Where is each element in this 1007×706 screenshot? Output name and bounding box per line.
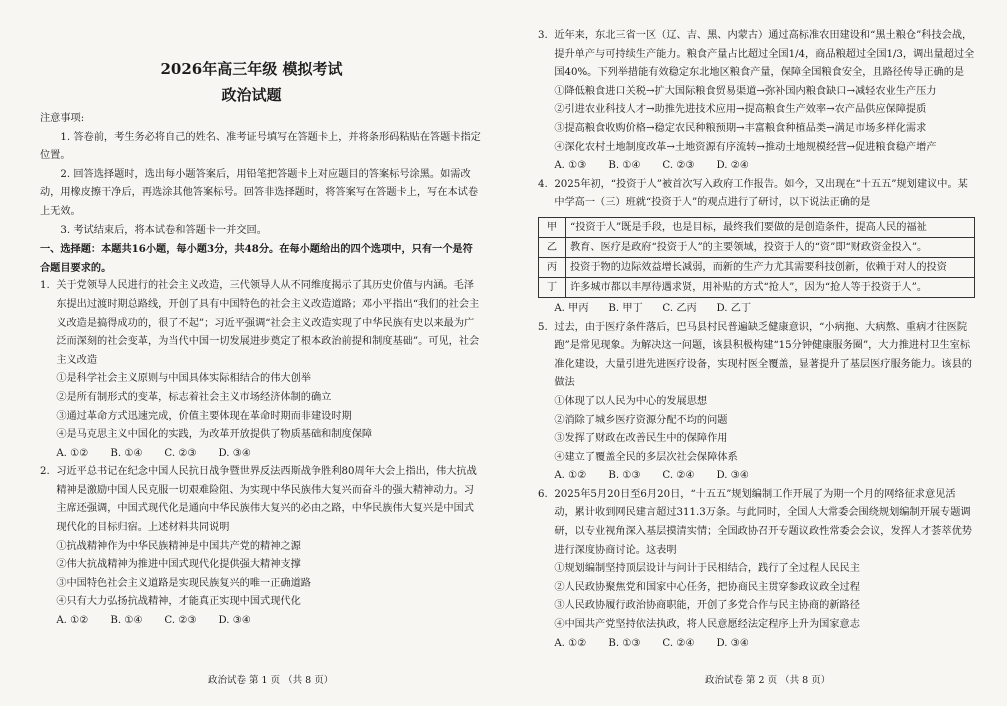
statement-item: ②伟大抗战精神为推进中国式现代化提供强大精神支撑 bbox=[56, 559, 301, 571]
question-6 bbox=[538, 486, 975, 653]
notice-heading: 注意事项: bbox=[40, 113, 85, 124]
answer-options bbox=[40, 612, 481, 631]
statement-item: ②引进农业科技人才→助推先进技术应用→提高粮食生产效率→农产品供应保障提质 bbox=[554, 104, 927, 116]
exam-title: 2026年高三年级 模拟考试 bbox=[160, 60, 343, 78]
statement-item: ②消除了城乡医疗资源分配不均的问题 bbox=[554, 414, 728, 426]
table-key: 乙 bbox=[539, 237, 566, 257]
notice-item: 2. 回答选择题时，选出每小题答案后，用铅笔把答题卡上对应题目的答案标号涂黑。如需改动，用橡皮擦干净后，再选涂其他答案标号。回答非选择题时，将答案写在答题卡上，写在本试卷上无效。 bbox=[40, 168, 479, 217]
table-row bbox=[539, 237, 975, 257]
page-1-content bbox=[40, 110, 481, 631]
question-number: 6. bbox=[538, 488, 548, 500]
statement-item: ②人民政协聚焦党和国家中心任务，把协商民主贯穿参政议政全过程 bbox=[554, 581, 860, 593]
question-number: 5. bbox=[538, 321, 548, 333]
page-2-content bbox=[538, 27, 975, 653]
question-2 bbox=[40, 463, 481, 630]
table-cell: 教育、医疗是政府“投资于人”的主要领域，投资于人的“资”即“财政资金投入”。 bbox=[566, 237, 975, 257]
option-c: C. ②③ bbox=[164, 615, 197, 627]
table-cell: 许多城市都以丰厚待遇求贤，用补贴的方式“抢人”，因为“抢人等于投资于人”。 bbox=[566, 277, 975, 297]
answer-options bbox=[40, 445, 481, 464]
option-b: B. ①④ bbox=[110, 447, 143, 459]
question-1 bbox=[40, 277, 481, 463]
option-d: D. 乙丁 bbox=[716, 302, 752, 314]
answer-options bbox=[538, 635, 975, 654]
page-2 bbox=[503, 0, 1007, 706]
question-stem: 过去，由于医疗条件落后，巴马县村民普遍缺乏健康意识，“小病拖、大病熬、重病才往医院跑”是常见现象。为解决这一问题，该县积极构建“15分钟健康服务圈”，大力推进村卫生室标准化建设，大量引进先进医疗设备，实现村医全覆盖，显著提升了基层医疗服务能力。该县的做法 bbox=[554, 321, 972, 389]
option-c: C. 乙丙 bbox=[662, 302, 697, 314]
statement-item: ②是所有制形式的变革，标志着社会主义市场经济体制的确立 bbox=[56, 391, 332, 403]
statement-item: ④只有大力弘扬抗战精神，才能真正实现中国式现代化 bbox=[56, 596, 301, 608]
question-stem: 习近平总书记在纪念中国人民抗日战争暨世界反法西斯战争胜利80周年大会上指出，伟大抗战精神是激励中国人民克服一切艰难险阻、为实现中华民族伟大复兴而奋斗的强大精神动力。习主席还强调，中国式现代化是通向中华民族伟大复兴的必由之路，中华民族伟大复兴是中国式现代化的目标归宿。上述材料共同说明 bbox=[56, 466, 477, 534]
question-stem: 近年来，东北三省一区（辽、吉、黑、内蒙古）通过高标准农田建设和“黑土粮仓”科技会战，提升单产与可持续生产能力。粮食产量占比超过全国1/4，商品粮超过全国1/3，调出量超过全国40%。下列举措能有效稳定东北地区粮食产量，保障全国粮食安全，且路径传导正确的是 bbox=[554, 30, 975, 79]
option-d: D. ③④ bbox=[716, 470, 749, 482]
subject-title: 政治试题 bbox=[221, 86, 282, 104]
option-c: C. ②③ bbox=[662, 160, 695, 172]
option-d: D. ③④ bbox=[716, 637, 749, 649]
section-heading: 一、选择题：本题共16小题，每小题3分，共48分。在每小题给出的四个选项中，只有一个是符合题目要求的。 bbox=[40, 243, 473, 274]
table-cell: “投资于人”既是手段，也是目标，最终我们要做的是创造条件，提高人民的福祉 bbox=[566, 217, 975, 237]
option-b: B. ①③ bbox=[608, 637, 641, 649]
statement-item: ③提高粮食收购价格→稳定农民种粮预期→丰富粮食种植品类→满足市场多样化需求 bbox=[554, 122, 927, 134]
statement-item: ①是科学社会主义原则与中国具体实际相结合的伟大创举 bbox=[56, 373, 311, 385]
statement-item: ①体现了以人民为中心的发展思想 bbox=[554, 395, 708, 407]
table-key: 甲 bbox=[539, 217, 566, 237]
option-a: A. ①② bbox=[554, 637, 587, 649]
statement-item: ④建立了覆盖全民的多层次社会保障体系 bbox=[554, 451, 738, 463]
option-a: A. ①② bbox=[56, 615, 89, 627]
question-number: 2. bbox=[40, 466, 50, 478]
option-b: B. ①③ bbox=[608, 470, 641, 482]
statement-item: ③中国特色社会主义道路是实现民族复兴的唯一正确道路 bbox=[56, 577, 311, 589]
question-3 bbox=[538, 27, 975, 176]
question-number: 3. bbox=[538, 30, 548, 41]
question-number: 4. bbox=[538, 178, 548, 190]
question-number: 1. bbox=[40, 280, 50, 292]
option-a: A. ①③ bbox=[554, 160, 587, 172]
statement-item: ④深化农村土地制度改革→土地资源有序流转→推动土地规模经营→促进粮食稳产增产 bbox=[554, 141, 937, 153]
option-b: B. ①④ bbox=[608, 160, 641, 172]
table-row bbox=[539, 217, 975, 237]
page-footer: 政治试卷 第 2 页 （共 8 页） bbox=[705, 675, 831, 686]
option-b: B. 甲丁 bbox=[608, 302, 643, 314]
statement-item: ③发挥了财政在改善民生中的保障作用 bbox=[554, 433, 728, 445]
question-stem: 2025年初，“投资于人”被首次写入政府工作报告。如今，又出现在“十五五”规划建议中。某中学高一（三）班就“投资于人”的观点进行了研讨，以下说法正确的是 bbox=[554, 178, 968, 209]
table-key: 丙 bbox=[539, 257, 566, 277]
option-d: D. ③④ bbox=[218, 615, 251, 627]
option-a: A. 甲丙 bbox=[554, 302, 589, 314]
option-a: A. ①② bbox=[554, 470, 587, 482]
statement-item: ①降低粮食进口关税→扩大国际粮食贸易渠道→弥补国内粮食缺口→减轻农业生产压力 bbox=[554, 85, 937, 97]
statement-item: ③通过革命方式迅速完成，价值主要体现在革命时期而非建设时期 bbox=[56, 410, 352, 422]
notice-item: 3. 考试结束后，将本试卷和答题卡一并交回。 bbox=[60, 224, 267, 236]
option-b: B. ①④ bbox=[110, 615, 143, 627]
notice-item: 1. 答卷前，考生务必将自己的姓名、准考证号填写在答题卡上，并将条形码粘贴在答题卡指定位置。 bbox=[40, 131, 481, 162]
question-5 bbox=[538, 319, 975, 486]
statement-item: ③人民政协履行政治协商职能，开创了多党合作与民主协商的新路径 bbox=[554, 600, 860, 612]
statement-item: ①抗战精神作为中华民族精神是中国共产党的精神之源 bbox=[56, 540, 301, 552]
option-c: C. ②④ bbox=[662, 637, 695, 649]
page-1 bbox=[0, 0, 503, 706]
table-row bbox=[539, 277, 975, 297]
option-a: A. ①② bbox=[56, 447, 89, 459]
question-stem: 关于党领导人民进行的社会主义改造，三代领导人从不同维度揭示了其历史价值与内涵。毛泽东提出过渡时期总路线，开创了具有中国特色的社会主义改造道路；邓小平指出“我们的社会主义改造是搞得成功的，很了不起”；习近平强调“社会主义改造实现了中华民族有史以来最为广泛而深刻的社会变革，为当代中国一切发展进步奠定了根本政治前提和制度基础”。可见，社会主义改造 bbox=[56, 280, 480, 366]
answer-options bbox=[538, 157, 975, 176]
statement-item: ①规划编制坚持顶层设计与问计于民相结合，践行了全过程人民民主 bbox=[554, 563, 860, 575]
question-4 bbox=[538, 176, 975, 319]
option-c: C. ②③ bbox=[164, 447, 197, 459]
option-d: D. ②④ bbox=[716, 160, 749, 172]
page-footer: 政治试卷 第 1 页 （共 8 页） bbox=[208, 675, 334, 686]
table-key: 丁 bbox=[539, 277, 566, 297]
table-cell: 投资于物的边际效益增长减弱，而新的生产力尤其需要科技创新，依赖于对人的投资 bbox=[566, 257, 975, 277]
viewpoint-table bbox=[538, 217, 975, 298]
answer-options bbox=[538, 467, 975, 486]
statement-item: ④中国共产党坚持依法执政，将人民意愿经法定程序上升为国家意志 bbox=[554, 619, 860, 631]
option-c: C. ②④ bbox=[662, 470, 695, 482]
option-d: D. ③④ bbox=[218, 447, 251, 459]
statement-item: ④是马克思主义中国化的实践，为改革开放提供了物质基础和制度保障 bbox=[56, 429, 373, 441]
answer-options bbox=[538, 300, 975, 319]
question-stem: 2025年5月20日至6月20日，“十五五”规划编制工作开展了为期一个月的网络征求意见活动，累计收到网民建言超过311.3万条。与此同时，全国人大常委会围绕规划编制开展专题调研，以专业视角深入基层摸清实情；全国政协召开专题议政性常委会会议，发挥人才荟萃优势进行深度协商讨论。这表明 bbox=[554, 488, 972, 556]
table-row bbox=[539, 257, 975, 277]
